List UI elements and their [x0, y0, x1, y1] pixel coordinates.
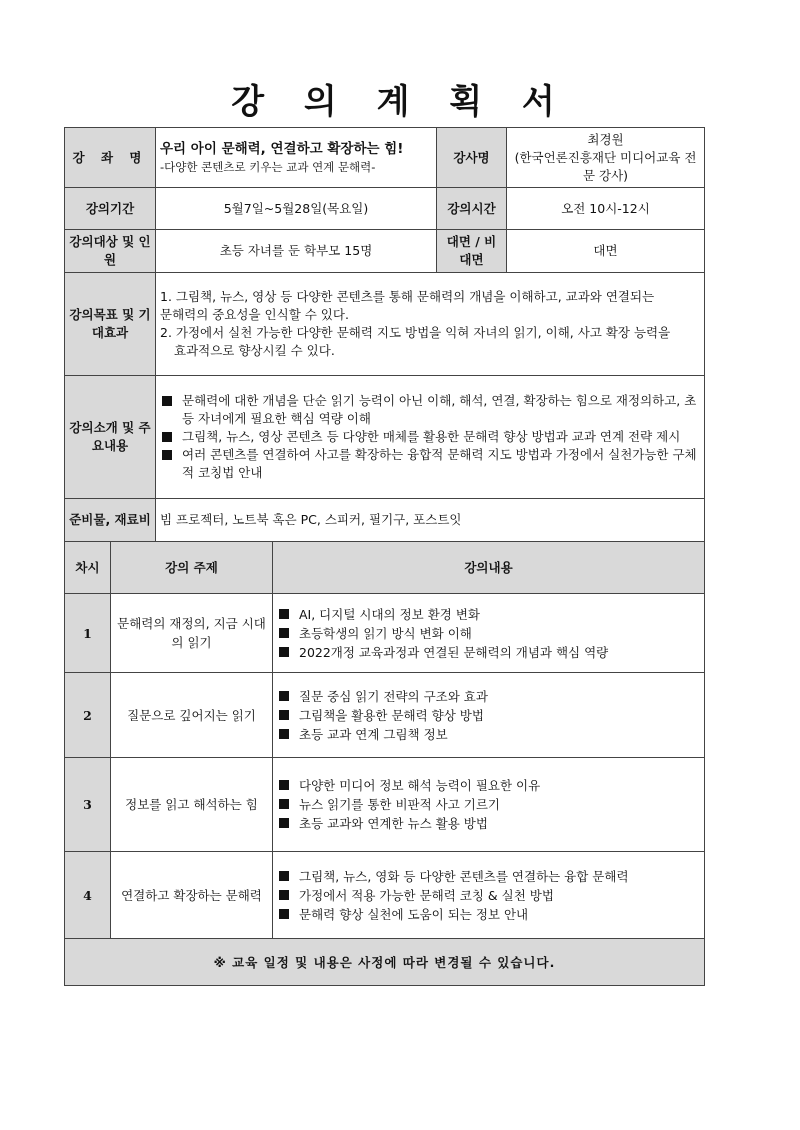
square-bullet-icon: [162, 396, 172, 406]
session-topic: 연결하고 확장하는 문해력: [111, 852, 273, 939]
intro-item: 여러 콘텐츠를 연결하여 사고를 확장하는 융합적 문해력 지도 방법과 가정에서 실천가능한 구체적 코칭법 안내: [160, 446, 700, 482]
instructor-name: 최경원: [587, 131, 624, 147]
intro-cell: [156, 376, 705, 499]
period-label: 강의기간: [65, 188, 156, 230]
header-session: 차시: [65, 542, 111, 594]
session-number: 4: [65, 852, 111, 939]
schedule-row: [65, 594, 705, 673]
schedule-table: [64, 541, 705, 986]
square-bullet-icon: [279, 729, 289, 739]
square-bullet-icon: [279, 609, 289, 619]
session-number: 1: [65, 594, 111, 673]
course-label: 강 좌 명: [65, 128, 156, 188]
square-bullet-icon: [279, 909, 289, 919]
session-content: 그림책, 뉴스, 영화 등 다양한 콘텐츠를 연결하는 융합 문해력 가정에서 적용 가능한 문해력 코칭 & 실천 방법 문해력 향상 실천에 도움이 되는 정보 안내: [273, 852, 705, 939]
header-content: 강의내용: [273, 542, 705, 594]
schedule-note: ※ 교육 일정 및 내용은 사정에 따라 변경될 수 있습니다.: [65, 939, 705, 986]
goal-item: 2. 가정에서 실천 가능한 다양한 문해력 지도 방법을 익혀 자녀의 읽기, 이해, 사고 확장 능력을 효과적으로 향상시킬 수 있다.: [160, 325, 671, 358]
period-value: 5월7일~5월28일(목요일): [156, 188, 437, 230]
square-bullet-icon: [279, 871, 289, 881]
row-target: [65, 230, 705, 273]
instructor-label: 강사명: [437, 128, 507, 188]
square-bullet-icon: [279, 647, 289, 657]
square-bullet-icon: [162, 450, 172, 460]
square-bullet-icon: [279, 628, 289, 638]
target-label: 강의대상 및 인원: [65, 230, 156, 273]
course-subtitle: -다양한 콘텐츠로 키우는 교과 연계 문해력-: [160, 159, 376, 174]
time-label: 강의시간: [437, 188, 507, 230]
session-content: 질문 중심 읽기 전략의 구조와 효과 그림책을 활용한 문해력 향상 방법 초등 교과 연계 그림책 정보: [273, 673, 705, 758]
header-topic: 강의 주제: [111, 542, 273, 594]
row-goals: [65, 273, 705, 376]
schedule-row: [65, 758, 705, 852]
session-content: 다양한 미디어 정보 해석 능력이 필요한 이유 뉴스 읽기를 통한 비판적 사고 기르기 초등 교과와 연계한 뉴스 활용 방법: [273, 758, 705, 852]
mode-value: 대면: [507, 230, 705, 273]
row-course: [65, 128, 705, 188]
materials-value: 빔 프로젝터, 노트북 혹은 PC, 스피커, 필기구, 포스트잇: [156, 499, 705, 542]
intro-label: 강의소개 및 주요내용: [65, 376, 156, 499]
row-materials: [65, 499, 705, 542]
session-topic: 문해력의 재정의, 지금 시대의 읽기: [111, 594, 273, 673]
goal-item: 1. 그림책, 뉴스, 영상 등 다양한 콘텐츠를 통해 문해력의 개념을 이해하고, 교과와 연결되는 문해력의 중요성을 인식할 수 있다.: [160, 289, 655, 322]
session-topic: 질문으로 깊어지는 읽기: [111, 673, 273, 758]
square-bullet-icon: [279, 691, 289, 701]
course-info-table: [64, 127, 705, 542]
row-intro: [65, 376, 705, 499]
square-bullet-icon: [279, 890, 289, 900]
square-bullet-icon: [279, 799, 289, 809]
square-bullet-icon: [279, 818, 289, 828]
square-bullet-icon: [279, 780, 289, 790]
instructor-cell: [507, 128, 705, 188]
materials-label: 준비물, 재료비: [65, 499, 156, 542]
target-value: 초등 자녀를 둔 학부모 15명: [156, 230, 437, 273]
instructor-affiliation: (한국언론진흥재단 미디어교육 전문 강사): [514, 149, 697, 183]
time-value: 오전 10시-12시: [507, 188, 705, 230]
session-content: AI, 디지털 시대의 정보 환경 변화 초등학생의 읽기 방식 변화 이해 2022개정 교육과정과 연결된 문해력의 개념과 핵심 역량: [273, 594, 705, 673]
session-number: 3: [65, 758, 111, 852]
session-number: 2: [65, 673, 111, 758]
session-topic: 정보를 읽고 해석하는 힘: [111, 758, 273, 852]
course-cell: [156, 128, 437, 188]
square-bullet-icon: [162, 432, 172, 442]
schedule-row: [65, 673, 705, 758]
schedule-row: [65, 852, 705, 939]
intro-item: 문해력에 대한 개념을 단순 읽기 능력이 아닌 이해, 해석, 연결, 확장하는 힘으로 재정의하고, 초등 자녀에게 필요한 핵심 역량 이해: [160, 392, 700, 428]
schedule-note-row: [65, 939, 705, 986]
course-title: 우리 아이 문해력, 연결하고 확장하는 힘!: [160, 140, 404, 157]
row-period: [65, 188, 705, 230]
goals-label: 강의목표 및 기대효과: [65, 273, 156, 376]
goals-cell: [156, 273, 705, 376]
square-bullet-icon: [279, 710, 289, 720]
schedule-header-row: [65, 542, 705, 594]
document-title: 강 의 계 획 서: [231, 82, 569, 122]
mode-label: 대면 / 비대면: [437, 230, 507, 273]
intro-item: 그림책, 뉴스, 영상 콘텐츠 등 다양한 매체를 활용한 문해력 향상 방법과 교과 연계 전략 제시: [160, 428, 700, 446]
